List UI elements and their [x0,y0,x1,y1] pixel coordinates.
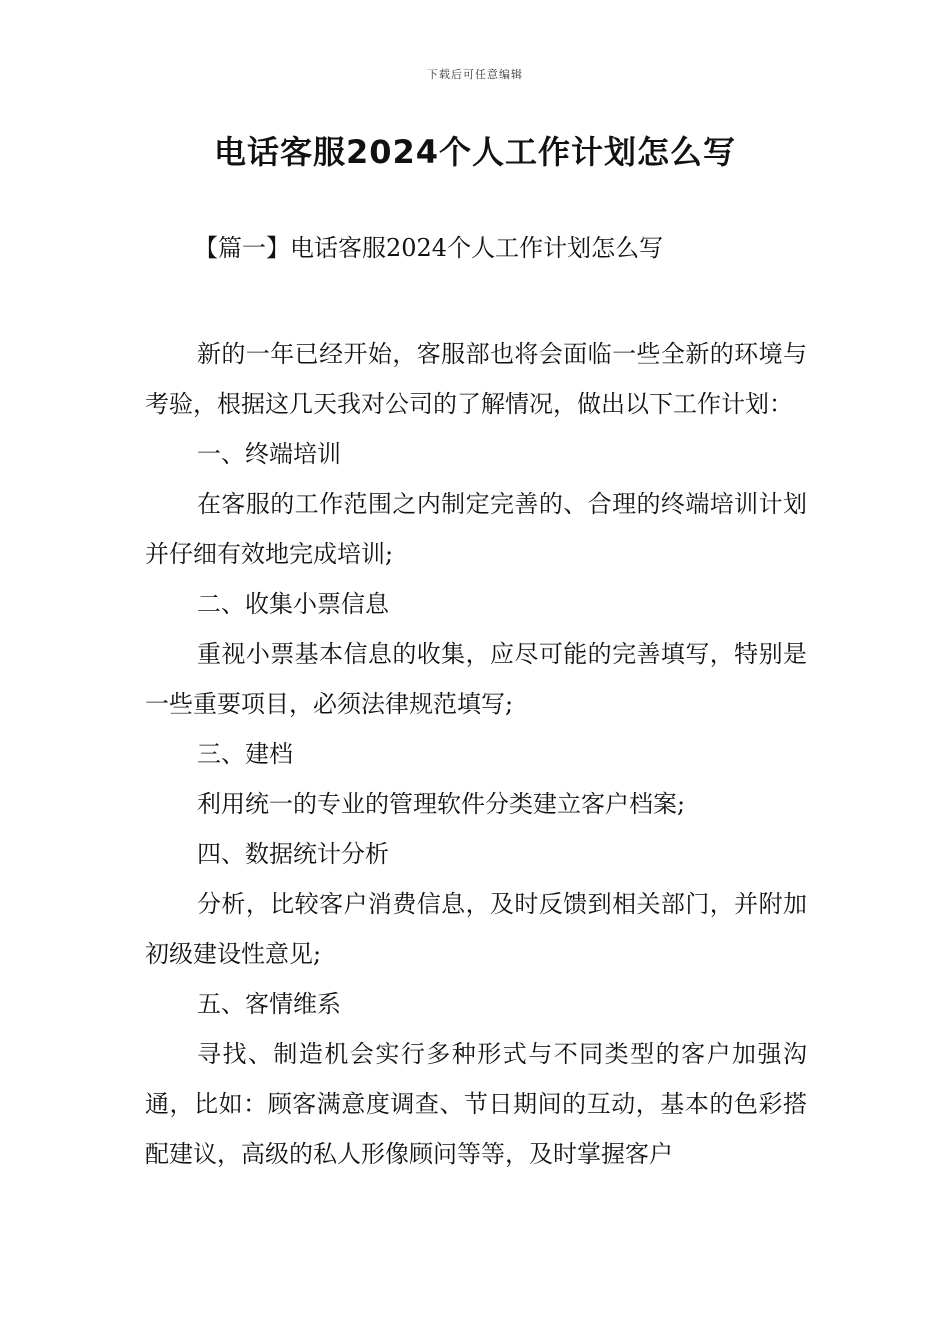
paragraph-terminal-training: 在客服的工作范围之内制定完善的、合理的终端培训计划并仔细有效地完成培训; [145,490,807,568]
paragraph-receipt-info: 重视小票基本信息的收集，应尽可能的完善填写，特别是一些重要项目，必须法律规范填写; [145,640,807,718]
heading-receipt-info: 二、收集小票信息 [197,590,389,618]
document-title: 电话客服2024个人工作计划怎么写 [213,133,737,171]
paragraph-customer-relations: 寻找、制造机会实行多种形式与不同类型的客户加强沟通，比如：顾客满意度调查、节日期间的互动，基本的色彩搭配建议，高级的私人形像顾问等等，及时掌握客户 [145,1040,807,1168]
document-body [145,329,807,1179]
header-note: 下载后可任意编辑 [427,68,523,81]
section-subtitle: 【篇一】电话客服2024个人工作计划怎么写 [194,234,664,262]
paragraph-archiving: 利用统一的专业的管理软件分类建立客户档案; [197,790,686,818]
paragraph-data-analysis: 分析，比较客户消费信息，及时反馈到相关部门，并附加初级建设性意见; [145,890,807,968]
heading-terminal-training: 一、终端培训 [197,440,341,468]
heading-customer-relations: 五、客情维系 [197,990,341,1018]
heading-archiving: 三、建档 [197,740,293,768]
paragraph-intro: 新的一年已经开始，客服部也将会面临一些全新的环境与考验，根据这几天我对公司的了解情况，做出以下工作计划： [145,340,807,418]
heading-data-analysis: 四、数据统计分析 [197,840,389,868]
